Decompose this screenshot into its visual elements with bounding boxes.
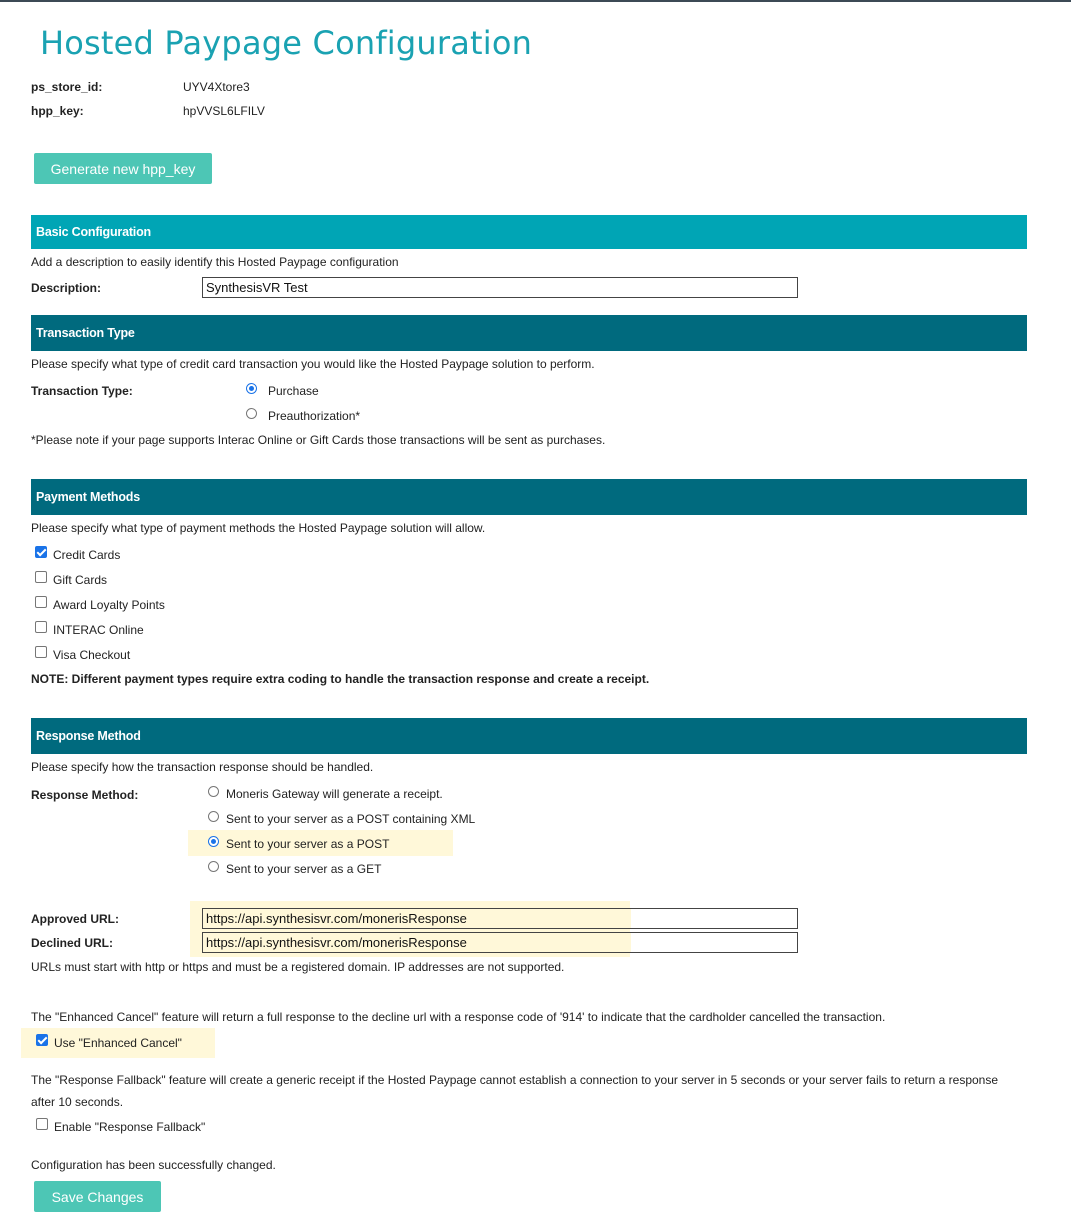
award-loyalty-points-checkbox[interactable]: [35, 596, 47, 608]
visa-checkout-label[interactable]: Visa Checkout: [53, 648, 131, 662]
description-label: Description:: [31, 281, 102, 295]
fallback-note-line2: after 10 seconds.: [31, 1095, 124, 1109]
payment-help-text: Please specify what type of payment methods the Hosted Paypage solution will allow.: [31, 521, 486, 535]
payment-note: NOTE: Different payment types require extra coding to handle the transaction response and create a receipt.: [31, 672, 650, 686]
enhanced-cancel-note: The "Enhanced Cancel" feature will return a full response to the decline url with a response code of '914' to indicate that the cardholder cancelled the transaction.: [31, 1010, 886, 1024]
purchase-radio-label[interactable]: Purchase: [268, 384, 319, 398]
get-radio-label[interactable]: Sent to your server as a GET: [226, 862, 382, 876]
status-message: Configuration has been successfully changed.: [31, 1158, 276, 1172]
page-title: Hosted Paypage Configuration: [40, 24, 533, 62]
generate-hpp-key-button[interactable]: Generate new hpp_key: [34, 153, 212, 184]
purchase-radio[interactable]: [246, 383, 257, 394]
post-radio-label[interactable]: Sent to your server as a POST: [226, 837, 390, 851]
section-basic-configuration: Basic Configuration: [31, 215, 1027, 249]
approved-url-label: Approved URL:: [31, 912, 119, 926]
gift-cards-checkbox[interactable]: [35, 571, 47, 583]
declined-url-input[interactable]: [202, 932, 798, 953]
preauthorization-radio-label[interactable]: Preauthorization*: [268, 409, 361, 423]
response-method-label: Response Method:: [31, 788, 139, 802]
declined-url-label: Declined URL:: [31, 936, 114, 950]
post-xml-radio[interactable]: [208, 811, 219, 822]
post-xml-radio-label[interactable]: Sent to your server as a POST containing XML: [226, 812, 476, 826]
enhanced-cancel-label[interactable]: Use "Enhanced Cancel": [54, 1036, 182, 1050]
gift-cards-label[interactable]: Gift Cards: [53, 573, 108, 587]
section-response-method: Response Method: [31, 718, 1027, 754]
credit-cards-label[interactable]: Credit Cards: [53, 548, 121, 562]
post-radio[interactable]: [208, 836, 219, 847]
store-id-value: UYV4Xtore3: [183, 80, 250, 94]
transaction-help-text: Please specify what type of credit card transaction you would like the Hosted Paypage solution to perform.: [31, 357, 595, 371]
description-input[interactable]: [202, 277, 798, 298]
save-changes-button[interactable]: Save Changes: [34, 1181, 161, 1212]
transaction-note: *Please note if your page supports Interac Online or Gift Cards those transactions will be sent as purchases.: [31, 433, 606, 447]
basic-help-text: Add a description to easily identify this Hosted Paypage configuration: [31, 255, 399, 269]
transaction-type-label: Transaction Type:: [31, 384, 133, 398]
receipt-radio[interactable]: [208, 786, 219, 797]
approved-url-input[interactable]: [202, 908, 798, 929]
enhanced-cancel-checkbox[interactable]: [36, 1034, 48, 1046]
response-fallback-label[interactable]: Enable "Response Fallback": [54, 1120, 206, 1134]
receipt-radio-label[interactable]: Moneris Gateway will generate a receipt.: [226, 787, 443, 801]
interac-online-label[interactable]: INTERAC Online: [53, 623, 144, 637]
section-payment-methods: Payment Methods: [31, 479, 1027, 515]
credit-cards-checkbox[interactable]: [35, 546, 47, 558]
store-id-label: ps_store_id:: [31, 80, 103, 94]
preauthorization-radio[interactable]: [246, 408, 257, 419]
visa-checkout-checkbox[interactable]: [35, 646, 47, 658]
fallback-note-line1: The "Response Fallback" feature will create a generic receipt if the Hosted Paypage cannot establish a connection to your server in 5 seconds or your server fails to return a response: [31, 1073, 999, 1087]
get-radio[interactable]: [208, 861, 219, 872]
url-note: URLs must start with http or https and must be a registered domain. IP addresses are not supported.: [31, 960, 565, 974]
top-border: [0, 0, 1071, 2]
section-transaction-type: Transaction Type: [31, 315, 1027, 351]
interac-online-checkbox[interactable]: [35, 621, 47, 633]
response-fallback-checkbox[interactable]: [36, 1118, 48, 1130]
response-help-text: Please specify how the transaction response should be handled.: [31, 760, 374, 774]
hpp-key-value: hpVVSL6LFILV: [183, 104, 265, 118]
hpp-key-label: hpp_key:: [31, 104, 84, 118]
award-loyalty-points-label[interactable]: Award Loyalty Points: [53, 598, 165, 612]
